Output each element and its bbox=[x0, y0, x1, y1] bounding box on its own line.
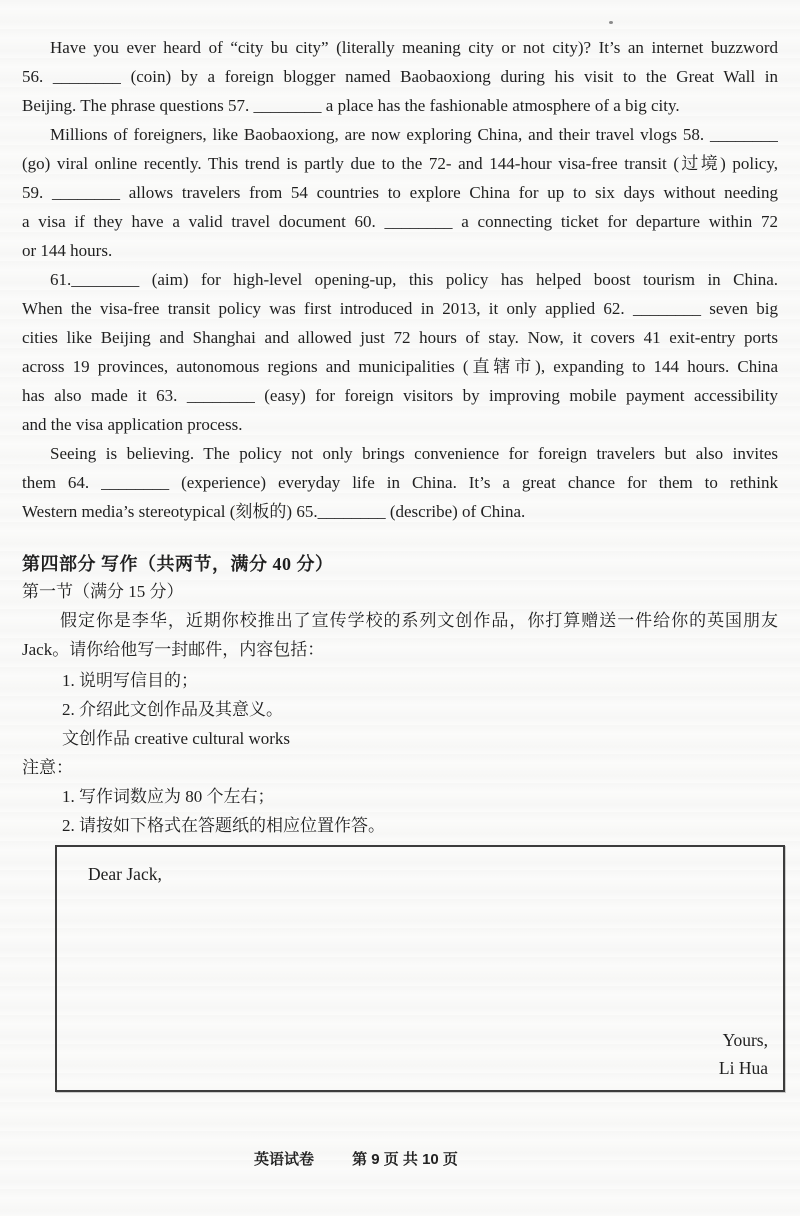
cloze-line: and the visa application process. bbox=[22, 415, 243, 434]
cloze-line: across 19 provinces, autonomous regions and municipalities (直辖市), expanding to 144 hours. China bbox=[22, 357, 778, 376]
page-footer bbox=[0, 1148, 800, 1169]
answer-box bbox=[55, 845, 785, 1092]
notice-item: 1. 写作词数应为 80 个左右； bbox=[62, 787, 275, 806]
writing-section bbox=[22, 551, 778, 840]
footer-page-info: 第 9 页 共 10 页 bbox=[352, 1151, 458, 1168]
letter-closing-block bbox=[88, 1026, 769, 1082]
cloze-line: Have you ever heard of “city bu city” (literally meaning city or not city)? It’s an internet buzzword bbox=[50, 38, 778, 57]
footer-doc-title: 英语试卷 bbox=[254, 1151, 315, 1168]
cloze-passage bbox=[22, 33, 778, 526]
cloze-line: Millions of foreigners, like Baobaoxiong, are now exploring China, and their travel vlogs 58. ________ bbox=[50, 125, 778, 144]
letter-signature: Li Hua bbox=[718, 1058, 768, 1078]
cloze-line: 56. ________ (coin) by a foreign blogger named Baobaoxiong during his visit to the Great Wall in bbox=[22, 67, 778, 86]
cloze-line: Western media’s stereotypical (刻板的) 65.________ (describe) of China. bbox=[22, 502, 526, 521]
cloze-line: 61.________ (aim) for high-level opening-up, this policy has helped boost tourism in China. bbox=[50, 270, 778, 289]
prompt-point: 1. 说明写信目的； bbox=[62, 671, 198, 690]
notice-item: 2. 请按如下格式在答题纸的相应位置作答。 bbox=[62, 816, 385, 835]
prompt-line: Jack。请你给他写一封邮件，内容包括： bbox=[22, 640, 325, 659]
letter-closing: Yours, bbox=[722, 1030, 768, 1050]
cloze-line: Beijing. The phrase questions 57. ________ a place has the fashionable atmosphere of a big city. bbox=[22, 96, 680, 115]
cloze-line: has also made it 63. ________ (easy) for foreign visitors by improving mobile payment accessibility bbox=[22, 386, 778, 405]
vocab-note: 文创作品 creative cultural works bbox=[62, 729, 291, 748]
cloze-line: a visa if they have a valid travel document 60. ________ a connecting ticket for departure within 72 bbox=[22, 212, 778, 231]
section-heading: 第四部分 写作（共两节，满分 40 分） bbox=[22, 554, 334, 574]
cloze-line: 59. ________ allows travelers from 54 countries to explore China for up to six days without needing bbox=[22, 183, 778, 202]
prompt-point: 2. 介绍此文创作品及其意义。 bbox=[62, 700, 283, 719]
cloze-line: or 144 hours. bbox=[22, 241, 113, 260]
scan-artifact-dot bbox=[609, 21, 613, 24]
section-subheading: 第一节（满分 15 分） bbox=[22, 582, 184, 601]
prompt-line: 假定你是李华，近期你校推出了宣传学校的系列文创作品，你打算赠送一件给你的英国朋友 bbox=[60, 611, 778, 630]
letter-salutation: Dear Jack, bbox=[88, 864, 162, 884]
cloze-line: them 64. ________ (experience) everyday life in China. It’s a great chance for them to rethink bbox=[22, 473, 778, 492]
cloze-line: When the visa-free transit policy was first introduced in 2013, it only applied 62. ________ seven big bbox=[22, 299, 778, 318]
cloze-line: (go) viral online recently. This trend is partly due to the 72- and 144-hour visa-free transit (过境) policy, bbox=[22, 154, 778, 173]
cloze-line: cities like Beijing and Shanghai and allowed just 72 hours of stay. Now, it covers 41 exit-entry ports bbox=[22, 328, 778, 347]
cloze-line: Seeing is believing. The policy not only brings convenience for foreign travelers but also invites bbox=[50, 444, 778, 463]
notice-label: 注意： bbox=[22, 758, 73, 777]
